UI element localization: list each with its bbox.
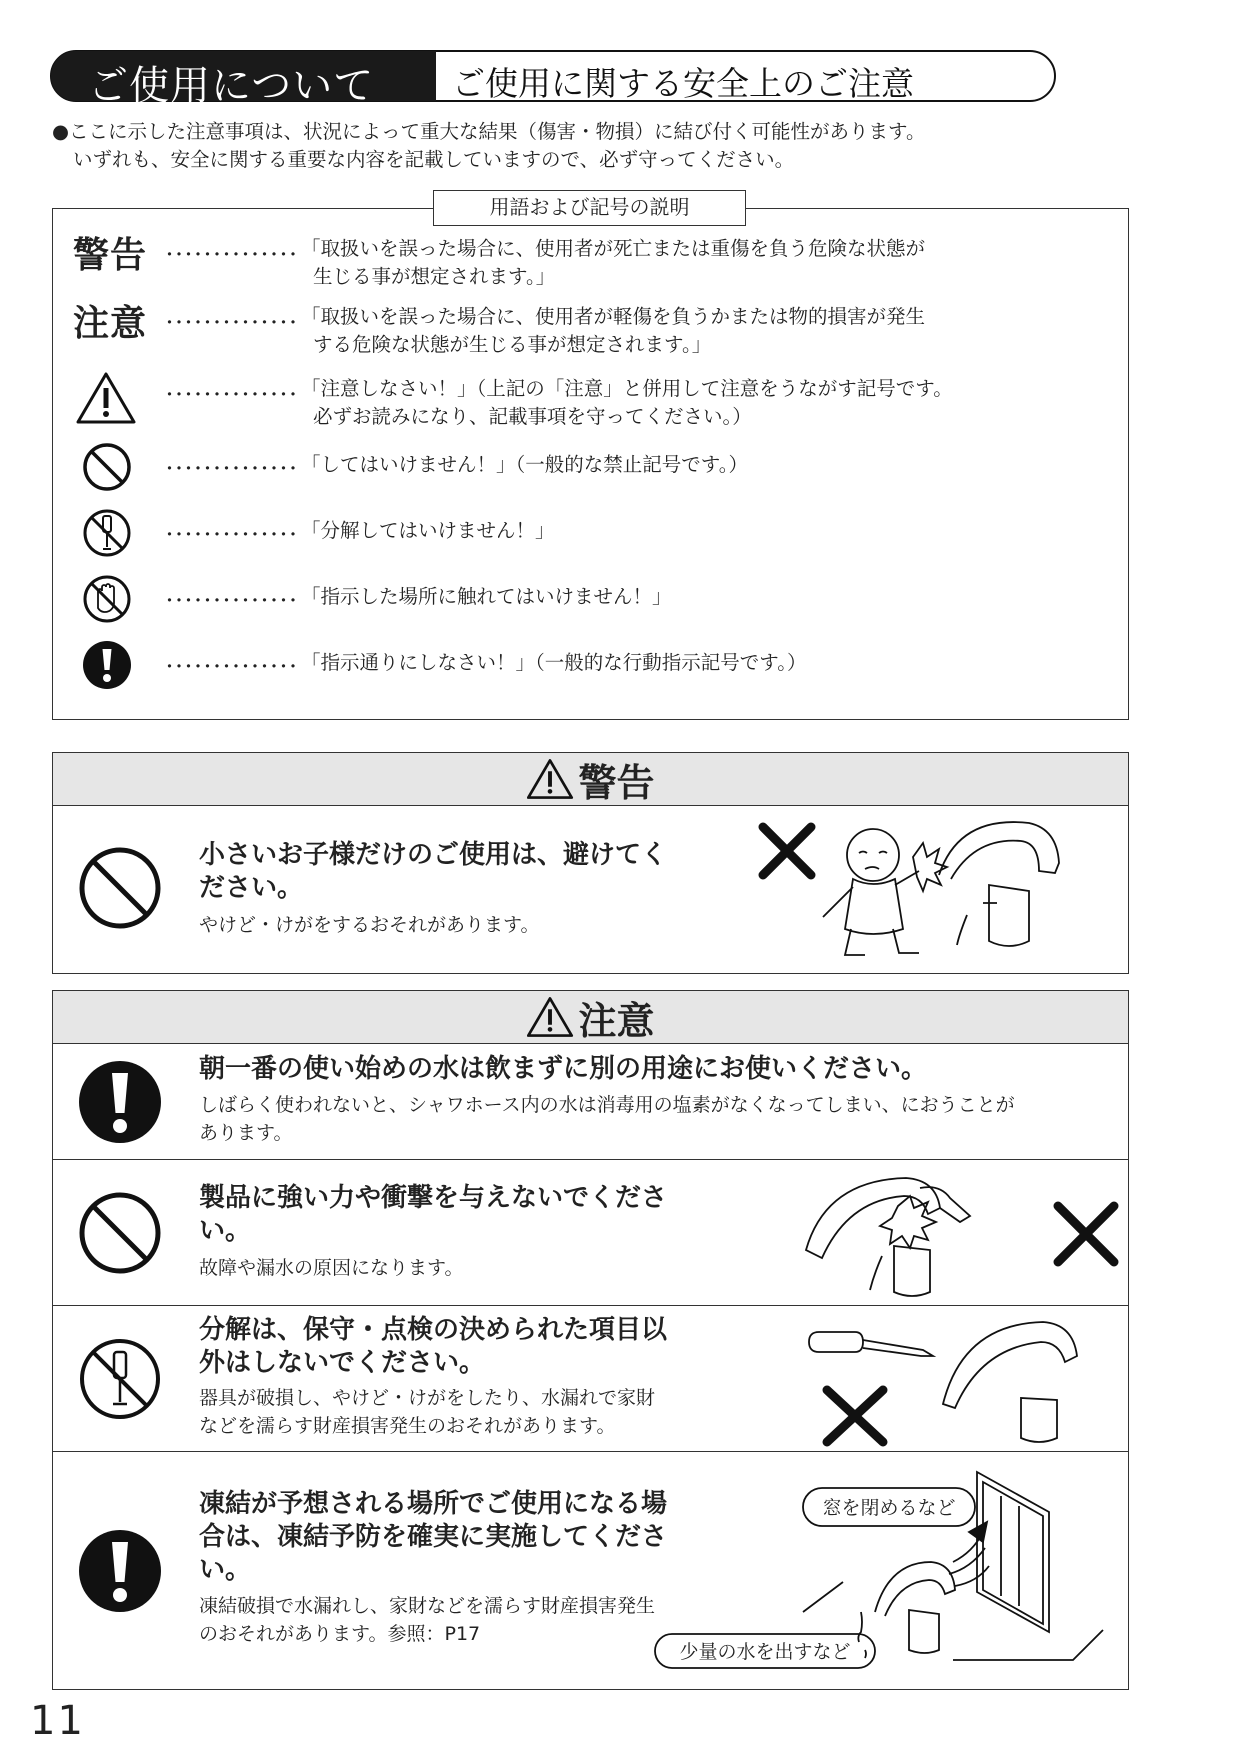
row-body-line: 凍結破損で水漏れし、家財などを濡らす財産損害発生	[199, 1595, 656, 1617]
row-title-line: ださい。	[199, 873, 304, 903]
row-title: 朝一番の使い始めの水は飲まずに別の用途にお使いください。	[199, 1054, 928, 1084]
prohibition-icon	[77, 1190, 163, 1276]
row-title-line: 分解は、保守・点検の決められた項目以	[199, 1315, 668, 1345]
legend-text	[301, 375, 953, 431]
caution-row-2	[53, 1159, 1128, 1306]
no-touch-icon	[81, 573, 133, 625]
screwdriver-faucet-illustration	[803, 1314, 1123, 1449]
intro-line-2: いずれも、安全に関する重要な内容を記載していますので、必ず守ってください。	[73, 148, 795, 171]
page-number: 11	[30, 1698, 85, 1744]
row-body	[199, 1592, 655, 1648]
legend-dots: ･･････････････	[165, 385, 298, 406]
row-title-line: 小さいお子様だけのご使用は、避けてく	[199, 840, 668, 870]
legend-text	[301, 303, 925, 359]
legend-dots: ･･････････････	[165, 459, 298, 480]
prohibition-icon	[77, 845, 163, 931]
legend-text: 「してはいけません！」（一般的な禁止記号です。）	[301, 453, 748, 476]
intro-line-1: ●ここに示した注意事項は、状況によって重大な結果（傷害・物損）に結び付く可能性があります。	[52, 120, 926, 143]
legend-dots: ･･････････････	[165, 245, 298, 266]
legend-dots: ･･････････････	[165, 591, 298, 612]
caution-heading-bar	[53, 991, 1128, 1044]
child-faucet-illustration	[753, 815, 1113, 965]
mandatory-action-icon	[77, 1059, 163, 1145]
legend-caution-word: 注意	[73, 303, 148, 344]
row-body: 故障や漏水の原因になります。	[199, 1257, 464, 1279]
row-title-line: い。	[199, 1555, 252, 1585]
callout-window: 窓を閉めるなど	[822, 1497, 956, 1519]
faucet-impact-illustration	[798, 1170, 1128, 1300]
row-title-line: い。	[199, 1216, 252, 1246]
legend-text: 「指示通りにしなさい！」（一般的な行動指示記号です。）	[301, 651, 807, 674]
row-body	[199, 1091, 1015, 1147]
warning-row-1	[53, 805, 1128, 973]
legend-box	[52, 208, 1129, 720]
legend-line: 必ずお読みになり、記載事項を守ってください。）	[313, 405, 752, 428]
row-title	[199, 1488, 667, 1587]
legend-dots: ･･････････････	[165, 525, 298, 546]
mandatory-action-icon	[81, 639, 133, 691]
caution-row-4	[53, 1451, 1128, 1690]
row-title-line: 製品に強い力や衝撃を与えないでくださ	[199, 1183, 668, 1213]
intro-text	[52, 118, 925, 174]
warning-heading-bar	[53, 753, 1128, 806]
row-body-line: しばらく使われないと、シャワホース内の水は消毒用の塩素がなくなってしまい、におうことが	[199, 1094, 1015, 1116]
caution-heading	[526, 991, 654, 1043]
legend-line: する危険な状態が生じる事が想定されます。」	[313, 333, 712, 356]
section-title: ご使用について	[88, 63, 375, 109]
legend-line: 生じる事が想定されます。」	[313, 265, 556, 288]
legend-line: 「注意しなさい！」（上記の「注意」と併用して注意をうながす記号です。	[301, 377, 953, 400]
page-subtitle: ご使用に関する安全上のご注意	[452, 64, 914, 103]
legend-line: 「取扱いを誤った場合に、使用者が死亡または重傷を負う危険な状態が	[301, 237, 926, 260]
row-title	[199, 1182, 667, 1248]
callout-water: 少量の水を出すなど	[679, 1641, 851, 1663]
legend-warning-word: 警告	[73, 235, 148, 276]
legend-dots: ･･････････････	[165, 313, 298, 334]
caution-triangle-icon	[526, 996, 574, 1038]
prohibition-icon	[81, 441, 133, 493]
legend-dots: ･･････････････	[165, 657, 298, 678]
row-body-line: のおそれがあります。参照：P17	[199, 1623, 481, 1645]
row-title-line: 凍結が予想される場所でご使用になる場	[199, 1489, 668, 1519]
no-disassembly-icon	[77, 1336, 163, 1422]
warning-heading	[526, 753, 654, 805]
row-title-line: 外はしないでください。	[199, 1348, 486, 1378]
legend-line: 「取扱いを誤った場合に、使用者が軽傷を負うかまたは物的損害が発生	[301, 305, 926, 328]
caution-triangle-icon	[75, 371, 137, 425]
row-body-line: あります。	[199, 1122, 293, 1144]
caution-row-1	[53, 1043, 1128, 1159]
legend-text	[301, 235, 925, 291]
warning-heading-text: 警告	[578, 760, 655, 805]
warning-section	[52, 752, 1129, 974]
legend-text: 「指示した場所に触れてはいけません！」	[301, 585, 672, 608]
row-body: やけど・けがをするおそれがあります。	[199, 914, 540, 936]
row-title	[199, 839, 667, 905]
legend-title: 用語および記号の説明	[433, 190, 746, 226]
mandatory-action-icon	[77, 1528, 163, 1614]
legend-text: 「分解してはいけません！」	[301, 519, 555, 542]
freeze-prevention-illustration	[653, 1462, 1123, 1684]
caution-section	[52, 990, 1129, 1690]
caution-triangle-icon	[526, 758, 574, 800]
row-body-line: などを濡らす財産損害発生のおそれがあります。	[199, 1415, 616, 1437]
row-title	[199, 1314, 667, 1380]
section-header	[50, 50, 1000, 109]
no-disassembly-icon	[81, 507, 133, 559]
caution-row-3	[53, 1305, 1128, 1452]
caution-heading-text: 注意	[578, 998, 655, 1043]
row-body	[199, 1384, 655, 1440]
row-body-line: 器具が破損し、やけど・けがをしたり、水漏れで家財	[199, 1387, 656, 1409]
row-title-line: 合は、凍結予防を確実に実施してくださ	[199, 1522, 668, 1552]
